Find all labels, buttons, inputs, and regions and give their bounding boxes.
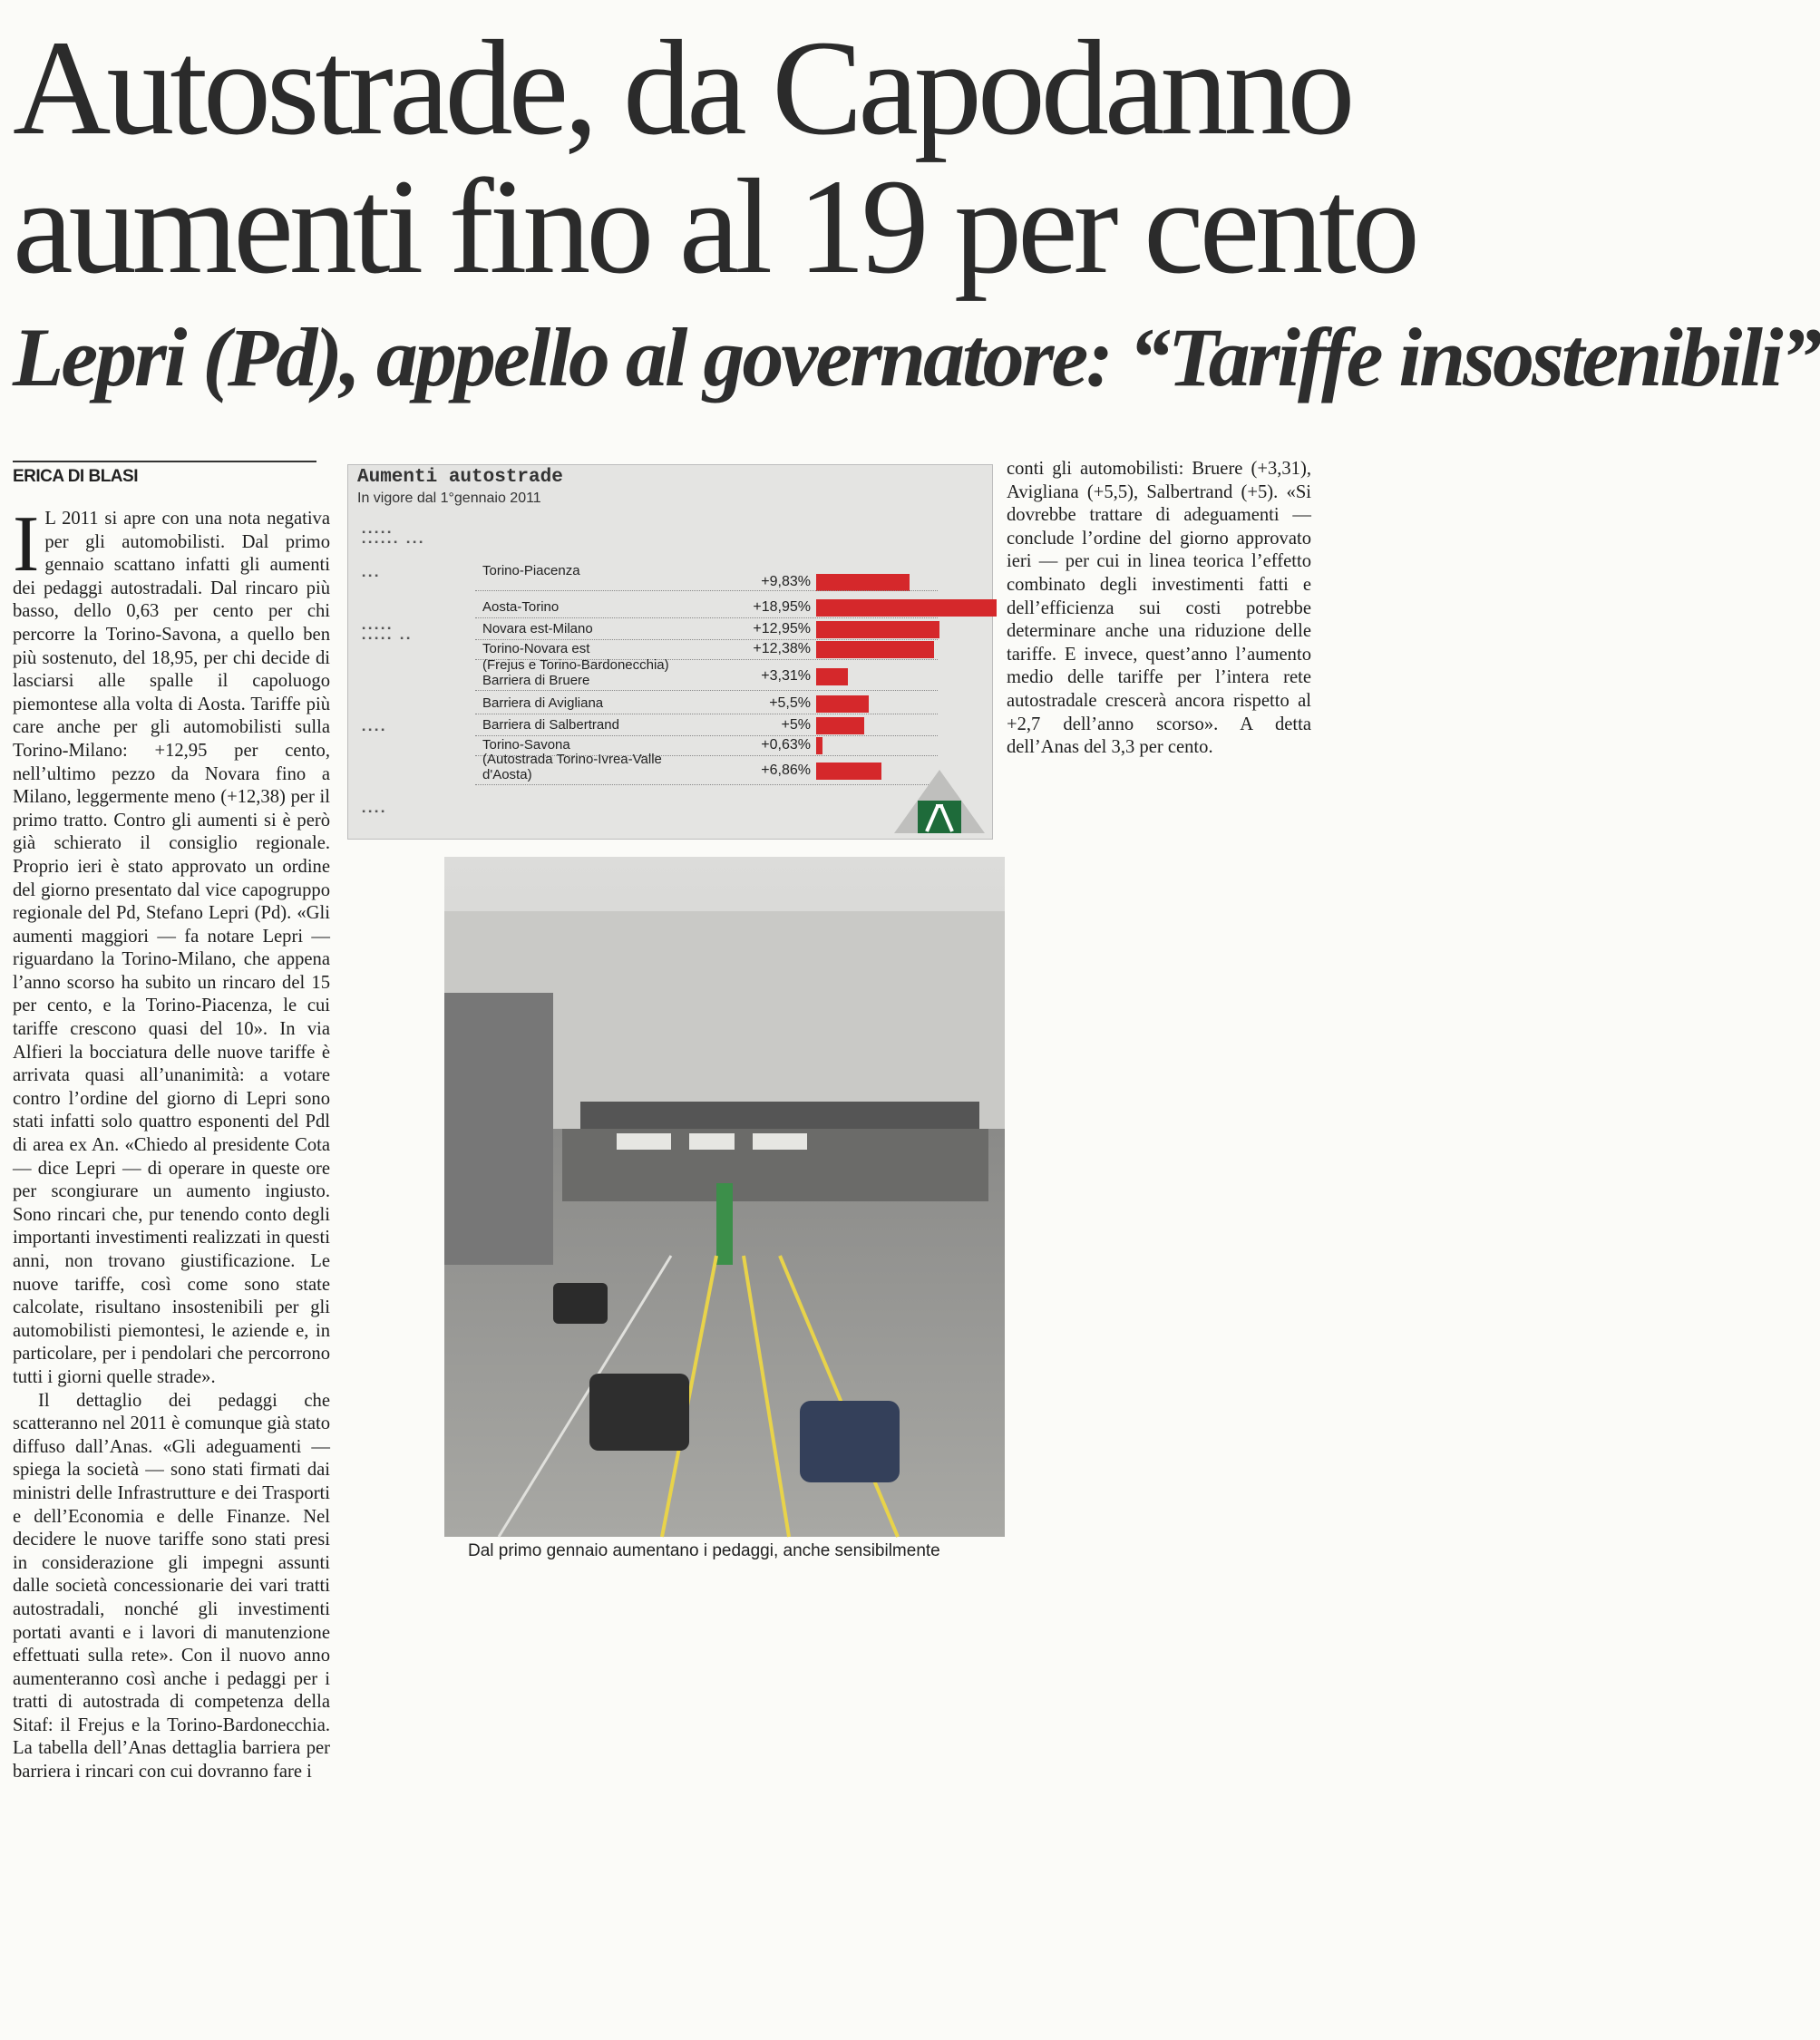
chart-value-label: +3,31% [761,668,811,684]
section-tag-4: ▪▪▪▪ [361,726,387,736]
chart-category-label: (Autostrada Torino-Ivrea-Valle d'Aosta) [482,752,662,782]
chart-subtitle: In vigore dal 1°gennaio 2011 [357,491,541,506]
chart-category-label: Torino-Savona [482,737,570,753]
chart-category-label: Barriera di Salbertrand [482,717,619,733]
chart-category-label: Aosta-Torino [482,599,560,615]
chart-category-label: Barriera di Avigliana [482,695,604,711]
article-paragraph-3: conti gli automobilisti: Bruere (+3,31), Avigliana (+5,5), Salbertrand (+5). «Si dovrebbe trattare di adeguamenti — conclude l’ordine del giorno approvato ieri — per cui in linea teorica l’effetto combinato degli investimenti fatti e dell’efficienza sui costi potrebbe determinare anche una riduzione delle tariffe. E invece, quest’anno l’aumento medio delle tariffe per l’intera rete autostradale crescerà ancora rispetto al +2,7 dell’anno scorso». A detta dell’Anas del 3,3 per cento. [1007,459,1311,758]
chart-value-label: +5,5% [769,695,811,711]
byline: ERICA DI BLASI [13,467,138,486]
chart-bar [816,621,939,638]
byline-rule [13,461,316,462]
chart-category-label: (Frejus e Torino-Bardonecchia) Barriera di Bruere [482,657,669,688]
chart-bar [816,737,822,754]
section-tag-2: ▪▪▪ [361,572,381,582]
drop-cap: I [13,500,40,588]
chart-row-divider [475,690,938,691]
section-tag-1: ▪▪▪▪▪ ▪▪▪▪▪▪ ▪▪▪ [361,529,425,549]
chart-value-label: +12,38% [753,641,811,656]
chart-row-divider [475,639,938,640]
chart-bar [816,763,881,780]
chart-bar [816,599,997,617]
headline-line-2: aumenti fino al 19 per cento [13,151,1416,302]
chart-value-label: +5% [781,717,811,733]
subheadline: Lepri (Pd), appello al governatore: “Tariffe insostenibili” [13,311,1820,403]
chart-bar [816,574,910,591]
headline-line-1: Autostrade, da Capodanno [13,13,1351,163]
chart-row-divider [475,590,938,591]
article-paragraph-1: L 2011 si apre con una nota negativa per gli automobilisti. Dal primo gennaio scattano infatti gli aumenti dei pedaggi autostradali. Dal rincaro più basso, dello 0,63 per cento per chi percorre la Torino-Savona, a quello ben più sostenuto, del 18,95, per chi decide di lasciarsi alle spalle il capoluogo piemontese alla volta di Aosta. Tariffe più care anche per gli automobilisti sulla Torino-Milano: +12,95 per cento, nell’ultimo pezzo da Novara fino a Milano, leggermente meno (+12,38) per il primo tratto. Contro gli aumenti si è però già schierato il consiglio regionale. Proprio ieri è stato approvato un ordine del giorno presentato dal vice capogruppo regionale del Pd, Stefano Lepri (Pd). «Gli aumenti maggiori — fa notare Lepri — riguardano la Torino-Milano, che appena l’anno scorso ha subito un rincaro del 15 per cento, e la Torino-Piacenza, le cui tariffe crescono quasi del 10». In via Alfieri la bocciatura delle nuove tariffe è arrivata quasi all’unanimità: a votare contro l’ordine del giorno di Lepri sono stati infatti solo quattro esponenti del Pdl di area ex An. «Chiedo al presidente Cota — dice Lepri — di operare in queste ore per scongiurare un aumento ingiusto. Sono rincari che, pur tenendo conto degli importanti investimenti realizzati in questi anni, non trovano giustificazione. Le nuove tariffe, così come sono state calcolate, risultano insostenibili per gli automobilisti piemontesi, le aziende e, in particolare, per i pendolari che percorrono tutti i giorni quelle strade». [13,509,330,1387]
section-tag-3: ▪▪▪▪▪ ▪▪▪▪▪ ▪▪ [361,625,413,645]
chart-bar [816,695,869,713]
chart-value-label: +9,83% [761,574,811,589]
tariff-chart [347,464,993,840]
article-paragraph-2: Il dettaglio dei pedaggi che scatteranno nel 2011 è comunque già stato diffuso dall’Anas. «Gli adeguamenti — spiega la società — sono stati firmati dai ministri delle Infrastrutture e dei Trasporti e dell’Economia e delle Finanze. Nel decidere le nuove tariffe sono stati presi in considerazione gli impegni assunti dalle società concessionarie dei vari tratti autostradali, nonché gli investimenti portati avanti e i lavori di manutenzione effettuati sulla rete». Con il nuovo anno aumenteranno così anche i pedaggi per i tratti di autostrada di competenza della Sitaf: il Frejus e la Torino-Bardonecchia. La tabella dell’Anas dettaglia barriera per barriera i rincari con cui dovranno fare i [13,1390,330,1783]
chart-value-label: +6,86% [761,763,811,778]
article-column-3 [1007,458,1311,760]
chart-bar [816,717,864,734]
chart-value-label: +18,95% [753,599,811,615]
section-tag-5: ▪▪▪▪ [361,808,387,818]
chart-bar [816,668,848,685]
motorway-sign-icon [891,764,988,837]
toll-booth-photo [444,857,1005,1537]
chart-title: Aumenti autostrade [357,467,563,488]
chart-row-divider [475,784,938,785]
chart-value-label: +12,95% [753,621,811,636]
chart-row-divider [475,735,938,736]
article-column-1 [13,500,330,1784]
photo-caption: Dal primo gennaio aumentano i pedaggi, anche sensibilmente [468,1541,940,1560]
chart-row-divider [475,617,938,618]
chart-category-label: Torino-Piacenza [482,563,580,578]
chart-value-label: +0,63% [761,737,811,753]
chart-category-label: Torino-Novara est [482,641,590,656]
chart-bar [816,641,934,658]
chart-category-label: Novara est-Milano [482,621,593,636]
